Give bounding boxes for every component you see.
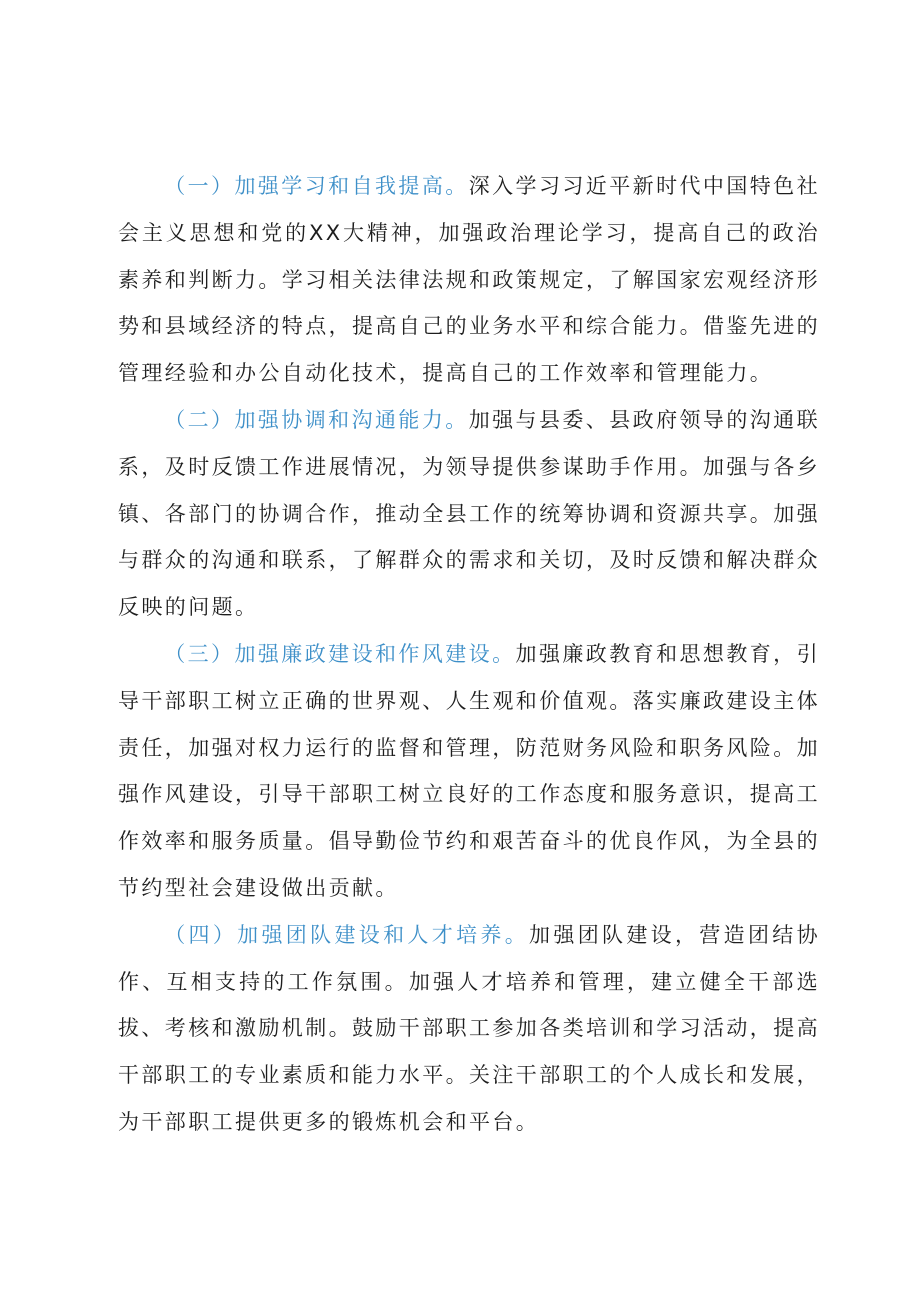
paragraph-4-text: 加强团队建设，营造团结协作、互相支持的工作氛围。加强人才培养和管理，建立健全干部选拔、考核和激励机制。鼓励干部职工参加各类培训和学习活动，提高干部职工的专业素质和能力水平。关注干部职工的个人成长和发展，为干部职工提供更多的锻炼机会和平台。	[118, 922, 820, 1134]
paragraph-3	[118, 631, 820, 912]
paragraph-2-text: 加强与县委、县政府领导的沟通联系，及时反馈工作进展情况，为领导提供参谋助手作用。加强与各乡镇、各部门的协调合作，推动全县工作的统筹协调和资源共享。加强与群众的沟通和联系，了解群众的需求和关切，及时反馈和解决群众反映的问题。	[118, 407, 821, 620]
document-body	[118, 163, 820, 1146]
paragraph-4-heading: （四）加强团队建设和人才培养。	[164, 922, 530, 947]
paragraph-1	[118, 163, 820, 397]
paragraph-1-heading: （一）加强学习和自我提高。	[164, 174, 469, 198]
paragraph-2-heading: （二）加强协调和沟通能力。	[164, 407, 469, 432]
paragraph-4	[118, 912, 820, 1146]
paragraph-2	[118, 397, 820, 631]
paragraph-3-heading: （三）加强廉政建设和作风建设。	[164, 641, 516, 666]
paragraph-3-text: 加强廉政教育和思想教育，引导干部职工树立正确的世界观、人生观和价值观。落实廉政建设主体责任，加强对权力运行的监督和管理，防范财务风险和职务风险。加强作风建设，引导干部职工树立良好的工作态度和服务意识，提高工作效率和服务质量。倡导勤俭节约和艰苦奋斗的优良作风，为全县的节约型社会建设做出贡献。	[118, 641, 821, 900]
paragraph-1-text: 深入学习习近平新时代中国特色社会主义思想和党的XX大精神，加强政治理论学习，提高自己的政治素养和判断力。学习相关法律法规和政策规定，了解国家宏观经济形势和县域经济的特点，提高自己的业务水平和综合能力。借鉴先进的管理经验和办公自动化技术，提高自己的工作效率和管理能力。	[118, 174, 821, 386]
